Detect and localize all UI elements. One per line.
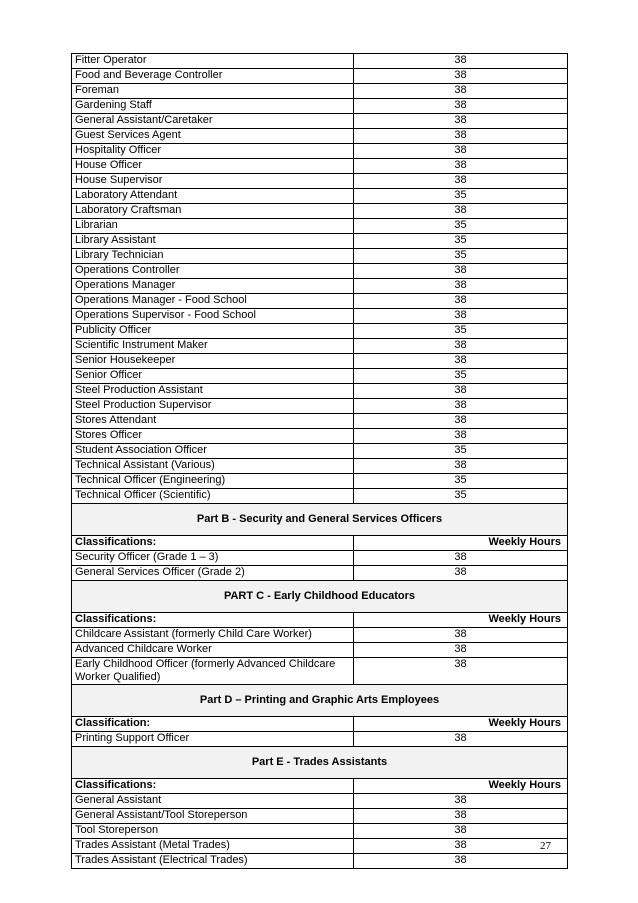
hours-cell: 38 [354,824,568,839]
section-title: Part B - Security and General Services Officers [72,504,568,536]
table-row [72,219,568,234]
classification-cell: Trades Assistant (Electrical Trades) [72,854,354,869]
hours-cell: 35 [354,489,568,504]
table-row [72,84,568,99]
table-row [72,566,568,581]
hours-cell: 38 [354,339,568,354]
table-row [72,459,568,474]
classification-cell: Laboratory Craftsman [72,204,354,219]
table-row [72,732,568,747]
table-row [72,324,568,339]
table-row [72,309,568,324]
hours-cell: 38 [354,399,568,414]
hours-cell: 38 [354,794,568,809]
hours-cell: 38 [354,459,568,474]
hours-cell: 35 [354,219,568,234]
hours-cell: 38 [354,84,568,99]
table-row [72,384,568,399]
hours-cell: 38 [354,204,568,219]
classification-cell: Stores Officer [72,429,354,444]
weekly-hours-header: Weekly Hours [354,613,568,628]
classification-cell: General Assistant [72,794,354,809]
weekly-hours-header: Weekly Hours [354,536,568,551]
hours-cell: 38 [354,69,568,84]
hours-cell: 38 [354,643,568,658]
hours-cell: 38 [354,99,568,114]
hours-cell: 38 [354,174,568,189]
classification-cell: Foreman [72,84,354,99]
table-row [72,69,568,84]
section-heading-part-c [72,581,568,613]
classification-cell: General Assistant/Caretaker [72,114,354,129]
table-row [72,414,568,429]
hours-cell: 38 [354,551,568,566]
table-row [72,794,568,809]
table-row [72,369,568,384]
section-title: PART C - Early Childhood Educators [72,581,568,613]
classification-cell: Librarian [72,219,354,234]
hours-cell: 38 [354,566,568,581]
classification-cell: Student Association Officer [72,444,354,459]
weekly-hours-header: Weekly Hours [354,779,568,794]
hours-cell: 35 [354,474,568,489]
column-header-row [72,779,568,794]
section-heading-part-b [72,504,568,536]
table-row [72,854,568,869]
table-row [72,643,568,658]
classification-cell: House Supervisor [72,174,354,189]
classification-cell: General Assistant/Tool Storeperson [72,809,354,824]
table-row [72,189,568,204]
classification-cell: Operations Supervisor - Food School [72,309,354,324]
hours-cell: 35 [354,444,568,459]
table-row [72,658,568,685]
section-title: Part E - Trades Assistants [72,747,568,779]
hours-cell: 38 [354,384,568,399]
table-row [72,54,568,69]
hours-cell: 38 [354,839,568,854]
table-row [72,339,568,354]
table-row [72,839,568,854]
table-row [72,144,568,159]
table-row [72,444,568,459]
table-row [72,129,568,144]
table-row [72,174,568,189]
classification-header: Classification: [72,717,354,732]
classification-cell: Technical Officer (Scientific) [72,489,354,504]
hours-cell: 38 [354,144,568,159]
hours-cell: 38 [354,732,568,747]
classification-cell: Library Technician [72,249,354,264]
classification-cell: Food and Beverage Controller [72,69,354,84]
hours-cell: 38 [354,414,568,429]
classification-cell: Printing Support Officer [72,732,354,747]
classification-cell: Scientific Instrument Maker [72,339,354,354]
table-row [72,489,568,504]
column-header-row [72,536,568,551]
classification-cell: Tool Storeperson [72,824,354,839]
classification-cell: Laboratory Attendant [72,189,354,204]
hours-cell: 38 [354,129,568,144]
table-row [72,354,568,369]
hours-cell: 38 [354,264,568,279]
table-row [72,809,568,824]
table-row [72,474,568,489]
table-row [72,264,568,279]
classification-cell: Fitter Operator [72,54,354,69]
table-row [72,628,568,643]
section-heading-part-d [72,685,568,717]
table-row [72,159,568,174]
classification-cell: Publicity Officer [72,324,354,339]
classification-cell: Advanced Childcare Worker [72,643,354,658]
hours-cell: 38 [354,279,568,294]
hours-cell: 35 [354,189,568,204]
table-row [72,114,568,129]
classification-cell: Operations Controller [72,264,354,279]
table-row [72,279,568,294]
table-row [72,99,568,114]
classification-cell: Hospitality Officer [72,144,354,159]
table-row [72,429,568,444]
classification-cell: Early Childhood Officer (formerly Advanced Childcare Worker Qualified) [72,658,354,685]
classification-cell: Security Officer (Grade 1 – 3) [72,551,354,566]
hours-table [71,53,568,869]
classification-header: Classifications: [72,613,354,628]
hours-cell: 38 [354,309,568,324]
classification-cell: General Services Officer (Grade 2) [72,566,354,581]
section-title: Part D – Printing and Graphic Arts Employees [72,685,568,717]
classification-cell: Guest Services Agent [72,129,354,144]
classification-header: Classifications: [72,779,354,794]
hours-cell: 38 [354,354,568,369]
classification-header: Classifications: [72,536,354,551]
classification-cell: Childcare Assistant (formerly Child Care Worker) [72,628,354,643]
table-row [72,294,568,309]
hours-cell: 35 [354,369,568,384]
table-row [72,399,568,414]
classification-cell: Library Assistant [72,234,354,249]
hours-cell: 38 [354,114,568,129]
hours-cell: 38 [354,159,568,174]
classification-cell: Senior Housekeeper [72,354,354,369]
hours-cell: 38 [354,809,568,824]
hours-cell: 38 [354,854,568,869]
classification-cell: Senior Officer [72,369,354,384]
page-number: 27 [540,840,551,852]
classification-cell: Gardening Staff [72,99,354,114]
table-row [72,551,568,566]
column-header-row [72,717,568,732]
hours-cell: 38 [354,54,568,69]
table-row [72,824,568,839]
classification-cell: Operations Manager [72,279,354,294]
classification-cell: Trades Assistant (Metal Trades) [72,839,354,854]
classification-cell: Operations Manager - Food School [72,294,354,309]
hours-cell: 35 [354,324,568,339]
hours-cell: 38 [354,294,568,309]
classification-cell: Steel Production Supervisor [72,399,354,414]
column-header-row [72,613,568,628]
classification-cell: Steel Production Assistant [72,384,354,399]
table-row [72,234,568,249]
table-row [72,204,568,219]
table-row [72,249,568,264]
hours-cell: 35 [354,249,568,264]
classification-cell: Technical Officer (Engineering) [72,474,354,489]
hours-cell: 38 [354,628,568,643]
hours-cell: 35 [354,234,568,249]
hours-cell: 38 [354,429,568,444]
classification-cell: House Officer [72,159,354,174]
classification-cell: Stores Attendant [72,414,354,429]
section-heading-part-e [72,747,568,779]
hours-cell: 38 [354,658,568,685]
weekly-hours-header: Weekly Hours [354,717,568,732]
classification-cell: Technical Assistant (Various) [72,459,354,474]
